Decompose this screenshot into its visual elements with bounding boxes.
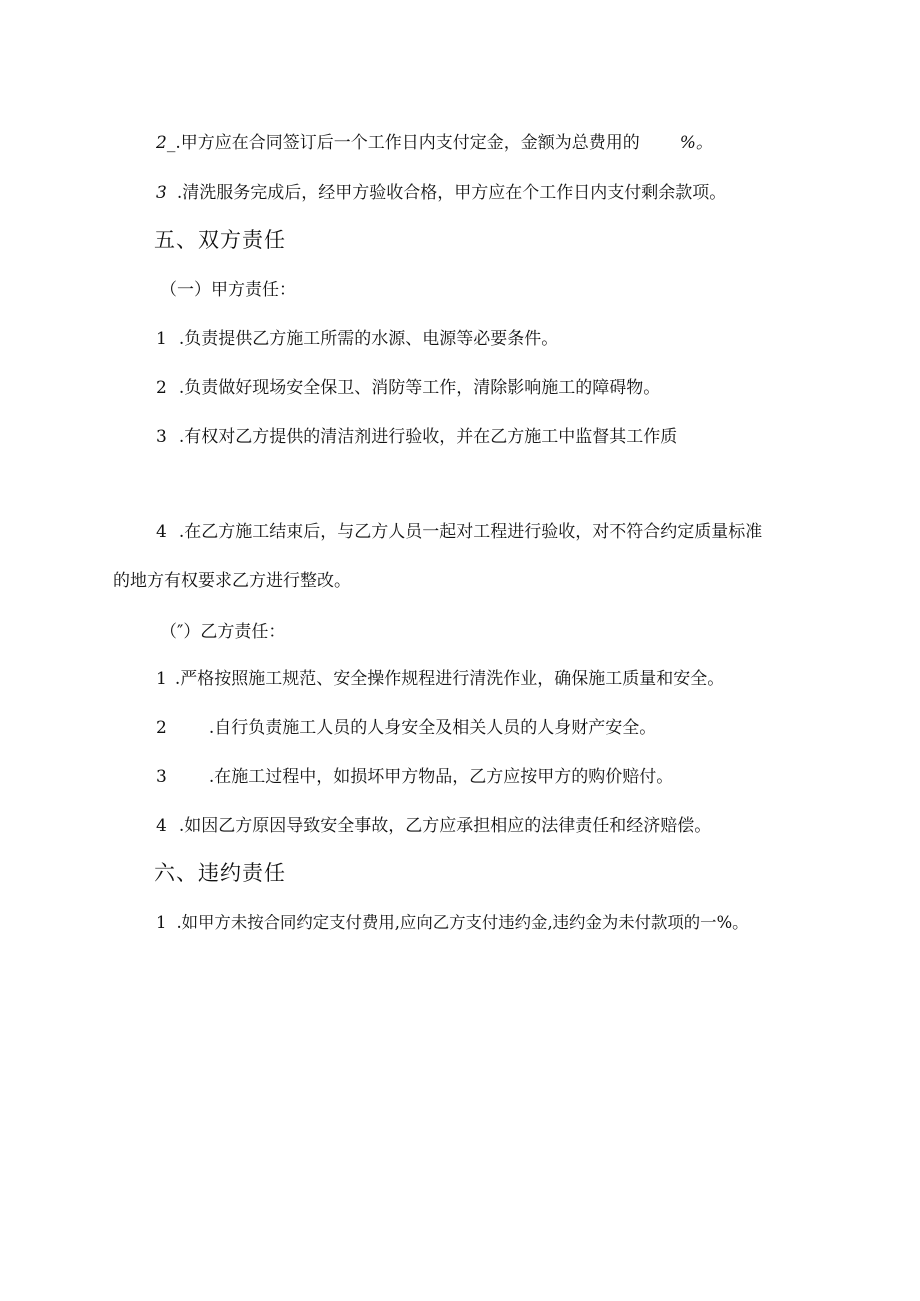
item-text: .负责提供乙方施工所需的水源、电源等必要条件。: [178, 329, 559, 349]
item-text: .如因乙方原因导致安全事故，乙方应承担相应的法律责任和经济赔偿。: [178, 816, 712, 836]
payment-item-3: [156, 181, 726, 205]
item-number: 4: [156, 522, 167, 542]
breach-item-1: [156, 911, 749, 935]
payment-item-2: [156, 131, 713, 155]
item-number: 2: [156, 133, 167, 153]
section-heading-5: 五、双方责任: [154, 228, 286, 252]
item-text: .清洗服务完成后，经甲方验收合格，甲方应在个工作日内支付剩余款项。: [176, 183, 727, 203]
party-a-item-2: [156, 376, 660, 400]
item-number: 2: [156, 378, 167, 398]
party-a-item-4-continuation: 的地方有权要求乙方进行整改。: [113, 571, 351, 591]
item-number: 1: [156, 329, 167, 349]
item-percent: %。: [679, 133, 713, 153]
party-a-item-4: [156, 520, 762, 544]
party-b-item-1: [156, 667, 724, 691]
item-number: 3: [156, 767, 167, 787]
party-a-item-3: [156, 425, 677, 449]
section-heading-6: 六、违约责任: [154, 861, 286, 885]
item-text: .如甲方未按合同约定支付费用,应向乙方支付违约金,违约金为未付款项的一%。: [176, 913, 749, 932]
party-a-subtitle: （一）甲方责任：: [160, 280, 296, 300]
item-text: .严格按照施工规范、安全操作规程进行清洗作业，确保施工质量和安全。: [174, 669, 725, 689]
item-text: .自行负责施工人员的人身安全及相关人员的人身财产安全。: [208, 718, 657, 738]
item-text: _.甲方应在合同签订后一个工作日内支付定金，金额为总费用的: [166, 133, 640, 153]
item-number: 3: [156, 183, 167, 203]
party-b-item-2: [156, 716, 656, 740]
item-number: 2: [156, 718, 167, 738]
item-text: .负责做好现场安全保卫、消防等工作，清除影响施工的障碍物。: [178, 378, 661, 398]
item-number: 4: [156, 816, 167, 836]
party-a-item-1: [156, 327, 558, 351]
party-b-subtitle: （″）乙方责任：: [160, 622, 286, 642]
party-b-item-4: [156, 814, 711, 838]
item-text: .有权对乙方提供的清洁剂进行验收，并在乙方施工中监督其工作质: [178, 427, 678, 447]
item-number: 1: [156, 669, 167, 689]
item-number: 3: [156, 427, 167, 447]
item-text: .在乙方施工结束后，与乙方人员一起对工程进行验收，对不符合约定质量标准: [178, 522, 763, 542]
party-b-item-3: [156, 765, 673, 789]
item-text: .在施工过程中，如损坏甲方物品，乙方应按甲方的购价赔付。: [208, 767, 674, 787]
item-number: 1: [156, 913, 167, 932]
